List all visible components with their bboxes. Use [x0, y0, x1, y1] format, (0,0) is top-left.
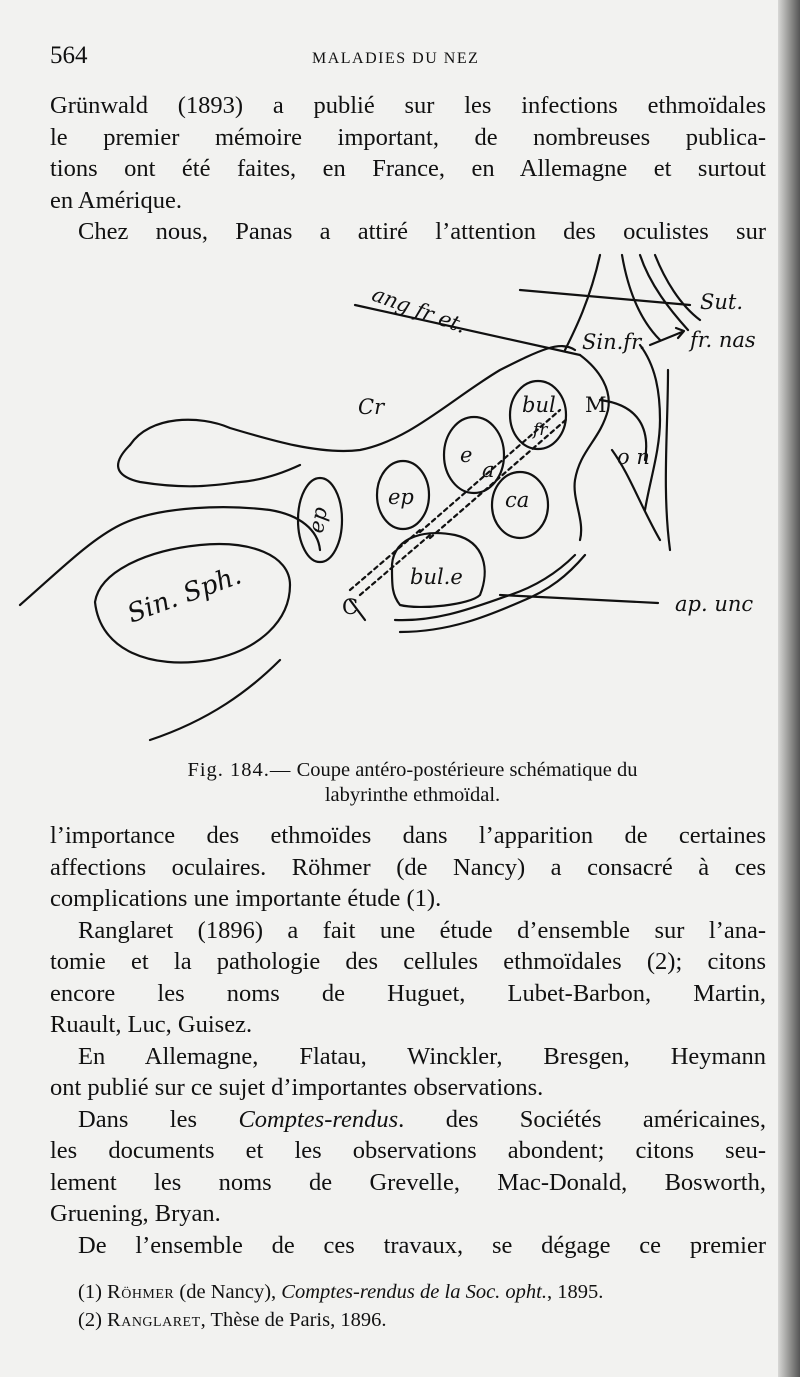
label-on: o n [617, 445, 650, 469]
text-line: Chez nous, Panas a attiré l’attention des oculistes sur [78, 218, 766, 245]
footnote-number: (2) [78, 1309, 102, 1331]
running-title: MALADIES DU NEZ [312, 50, 480, 67]
paragraph-bottom [50, 820, 766, 1261]
text-line: De l’ensemble de ces travaux, se dégage ce premier [78, 1231, 766, 1259]
journal-title: Comptes-rendus [238, 1105, 399, 1133]
footnote-author: Ranglaret [107, 1309, 201, 1331]
page-header [50, 42, 770, 76]
label-a: a [482, 458, 495, 482]
footnote-title: Comptes-rendus de la Soc. opht. [281, 1281, 547, 1303]
text-line [50, 1104, 766, 1136]
text-line: complications une importante étude (1). [50, 885, 442, 912]
label-ap-unc: ap. unc [675, 592, 754, 616]
text-line: Ranglaret (1896) a fait une étude d’ensemble sur l’ana- [78, 916, 766, 944]
caption-label: Fig. 184.— [187, 759, 292, 781]
label-ca: ca [505, 488, 530, 512]
text-fragment: . des Sociétés américaines, [398, 1105, 766, 1133]
footnote-text: (de Nancy), [174, 1281, 282, 1303]
caption-text-2: labyrinthe ethmoïdal. [324, 784, 501, 806]
text-line: en Amérique. [50, 186, 182, 214]
footnote-2 [78, 1306, 768, 1334]
text-line: encore les noms de Huguet, Lubet-Barbon, Martin, [50, 979, 766, 1007]
text-line: Ruault, Luc, Guisez. [50, 1011, 253, 1038]
text-line: lement les noms de Grevelle, Mac-Donald, Bosworth, [50, 1168, 766, 1196]
label-bul-e: bul.e [410, 565, 463, 589]
label-ang-fr-et: ang fr et. [368, 281, 470, 339]
caption-text-1: Coupe antéro-postérieure schématique du [296, 759, 638, 781]
label-m: M [585, 393, 607, 417]
text-fragment: Dans les [78, 1105, 239, 1133]
page-number: 564 [50, 42, 88, 69]
label-fr: fr [533, 420, 548, 440]
footnotes [78, 1278, 768, 1334]
footnote-text: , Thèse de Paris, 1896. [200, 1309, 387, 1331]
text-line: l’importance des ethmoïdes dans l’apparition de certaines [50, 822, 766, 849]
paragraph-top [50, 90, 766, 248]
text-line: tomie et la pathologie des cellules ethmoïdales (2); citons [50, 948, 766, 975]
figure-184-ethmoid-diagram [0, 250, 800, 750]
figure-caption [90, 758, 735, 808]
text-line: le premier mémoire important, de nombreuses publica- [50, 123, 766, 151]
text-line: affections oculaires. Röhmer (de Nancy) a consacré à ces [50, 853, 766, 881]
text-line: les documents et les observations abondent; citons seu- [50, 1137, 766, 1164]
label-c: C [342, 595, 359, 619]
label-e: e [460, 443, 473, 467]
text-line: Grünwald (1893) a publié sur les infections ethmoïdales [50, 92, 766, 119]
label-ep-2: ep [388, 485, 414, 509]
footnote-year: , 1895. [547, 1281, 604, 1303]
text-line: ont publié sur ce sujet d’importantes observations. [50, 1074, 544, 1101]
text-line: En Allemagne, Flatau, Winckler, Bresgen, Heymann [78, 1042, 766, 1070]
label-ep-1: ep [303, 505, 333, 535]
text-line: tions ont été faites, en France, en Allemagne et surtout [50, 155, 766, 182]
footnote-author: Röhmer [107, 1281, 175, 1303]
label-cr: Cr [358, 395, 385, 419]
label-fr-nas: fr. nas [690, 328, 756, 352]
label-sut: Sut. [700, 290, 744, 314]
footnote-number: (1) [78, 1281, 102, 1303]
label-sin-fr: Sin.fr. [582, 330, 646, 354]
label-bul: bul. [522, 393, 563, 417]
text-line: Gruening, Bryan. [50, 1200, 221, 1227]
label-sin-sph: Sin. Sph. [123, 560, 246, 630]
footnote-1 [78, 1278, 768, 1306]
